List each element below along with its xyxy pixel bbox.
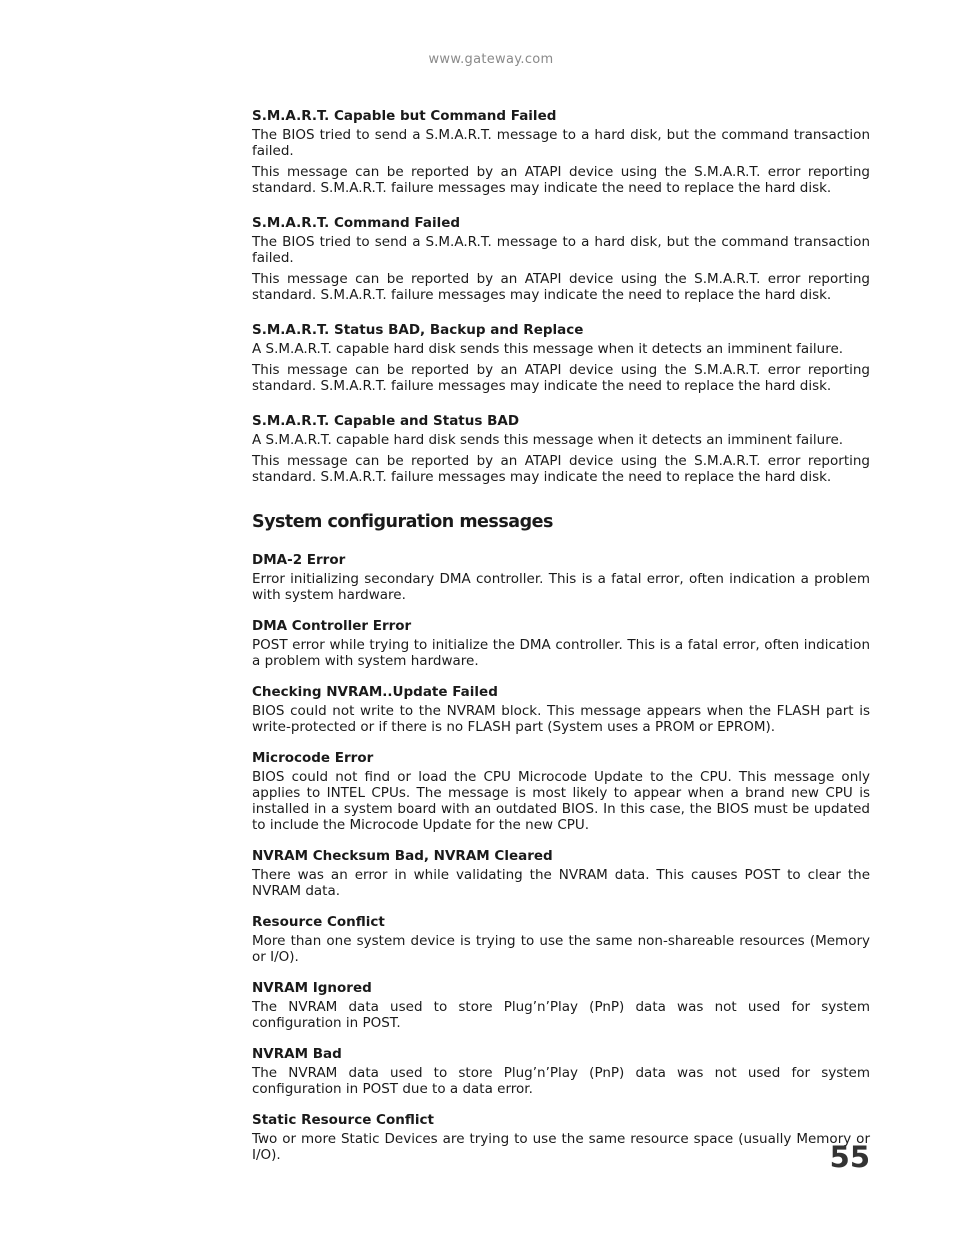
entry-paragraph: This message can be reported by an ATAPI device using the S.M.A.R.T. error reporting standard. S.M.A.R.T. failure messages may indicate the need to replace the hard disk. <box>252 362 870 394</box>
entry-dma-2-error <box>252 551 870 603</box>
entry-heading: Checking NVRAM..Update Failed <box>252 684 498 700</box>
entry-heading: DMA Controller Error <box>252 618 412 634</box>
entry-smart-status-bad-backup <box>252 321 870 394</box>
entry-heading: S.M.A.R.T. Command Failed <box>252 215 461 231</box>
entry-paragraph: The BIOS tried to send a S.M.A.R.T. message to a hard disk, but the command transaction failed. <box>252 234 870 266</box>
entry-heading: Microcode Error <box>252 750 374 766</box>
entry-heading: S.M.A.R.T. Capable but Command Failed <box>252 108 557 124</box>
entry-heading: DMA-2 Error <box>252 552 346 568</box>
entry-heading: NVRAM Bad <box>252 1046 342 1062</box>
entry-heading: S.M.A.R.T. Status BAD, Backup and Replace <box>252 322 584 338</box>
entry-paragraph: The BIOS tried to send a S.M.A.R.T. message to a hard disk, but the command transaction failed. <box>252 127 870 159</box>
entry-paragraph: A S.M.A.R.T. capable hard disk sends this message when it detects an imminent failure. <box>252 341 844 357</box>
entry-paragraph: POST error while trying to initialize the DMA controller. This is a fatal error, often indication a problem with system hardware. <box>252 637 870 669</box>
entry-heading: NVRAM Checksum Bad, NVRAM Cleared <box>252 848 553 864</box>
entry-paragraph: This message can be reported by an ATAPI device using the S.M.A.R.T. error reporting standard. S.M.A.R.T. failure messages may indicate the need to replace the hard disk. <box>252 453 870 485</box>
entry-heading: NVRAM Ignored <box>252 980 372 996</box>
entry-paragraph: This message can be reported by an ATAPI device using the S.M.A.R.T. error reporting standard. S.M.A.R.T. failure messages may indicate the need to replace the hard disk. <box>252 271 870 303</box>
entry-paragraph: Error initializing secondary DMA controller. This is a fatal error, often indication a problem with system hardware. <box>252 571 870 603</box>
entry-heading: S.M.A.R.T. Capable and Status BAD <box>252 413 520 429</box>
entry-paragraph: The NVRAM data used to store Plug’n’Play (PnP) data was not used for system configuration in POST. <box>252 999 870 1031</box>
entry-nvram-checksum-bad <box>252 847 870 899</box>
site-url: www.gateway.com <box>428 52 554 67</box>
section-title: System configuration messages <box>252 512 553 532</box>
entry-paragraph: BIOS could not write to the NVRAM block. This message appears when the FLASH part is write-protected or if there is no FLASH part (System uses a PROM or EPROM). <box>252 703 870 735</box>
entry-paragraph: The NVRAM data used to store Plug’n’Play (PnP) data was not used for system configuration in POST due to a data error. <box>252 1065 870 1097</box>
entry-microcode-error <box>252 749 870 833</box>
entry-smart-command-failed <box>252 214 870 303</box>
entry-nvram-ignored <box>252 979 870 1031</box>
entry-paragraph: There was an error in while validating the NVRAM data. This causes POST to clear the NVRAM data. <box>252 867 870 899</box>
entry-smart-capable-command-failed <box>252 107 870 196</box>
entry-static-resource-conflict <box>252 1111 870 1163</box>
entry-paragraph: BIOS could not find or load the CPU Microcode Update to the CPU. This message only applies to INTEL CPUs. The message is most likely to appear when a brand new CPU is installed in a system board with an outdated BIOS. In this case, the BIOS must be updated to include the Microcode Update for the new CPU. <box>252 769 870 833</box>
page-number: 55 <box>829 1140 870 1174</box>
entry-heading: Static Resource Conflict <box>252 1112 434 1128</box>
entry-nvram-bad <box>252 1045 870 1097</box>
entry-heading: Resource Conflict <box>252 914 385 930</box>
entry-paragraph: More than one system device is trying to use the same non-shareable resources (Memory or I/O). <box>252 933 870 965</box>
entry-paragraph: A S.M.A.R.T. capable hard disk sends this message when it detects an imminent failure. <box>252 432 844 448</box>
page-content <box>252 107 870 1177</box>
entry-checking-nvram <box>252 683 870 735</box>
entry-paragraph: This message can be reported by an ATAPI device using the S.M.A.R.T. error reporting standard. S.M.A.R.T. failure messages may indicate the need to replace the hard disk. <box>252 164 870 196</box>
entry-dma-controller-error <box>252 617 870 669</box>
entry-paragraph: Two or more Static Devices are trying to use the same resource space (usually Memory or I/O). <box>252 1131 870 1163</box>
entry-resource-conflict <box>252 913 870 965</box>
entry-smart-capable-status-bad <box>252 412 870 485</box>
